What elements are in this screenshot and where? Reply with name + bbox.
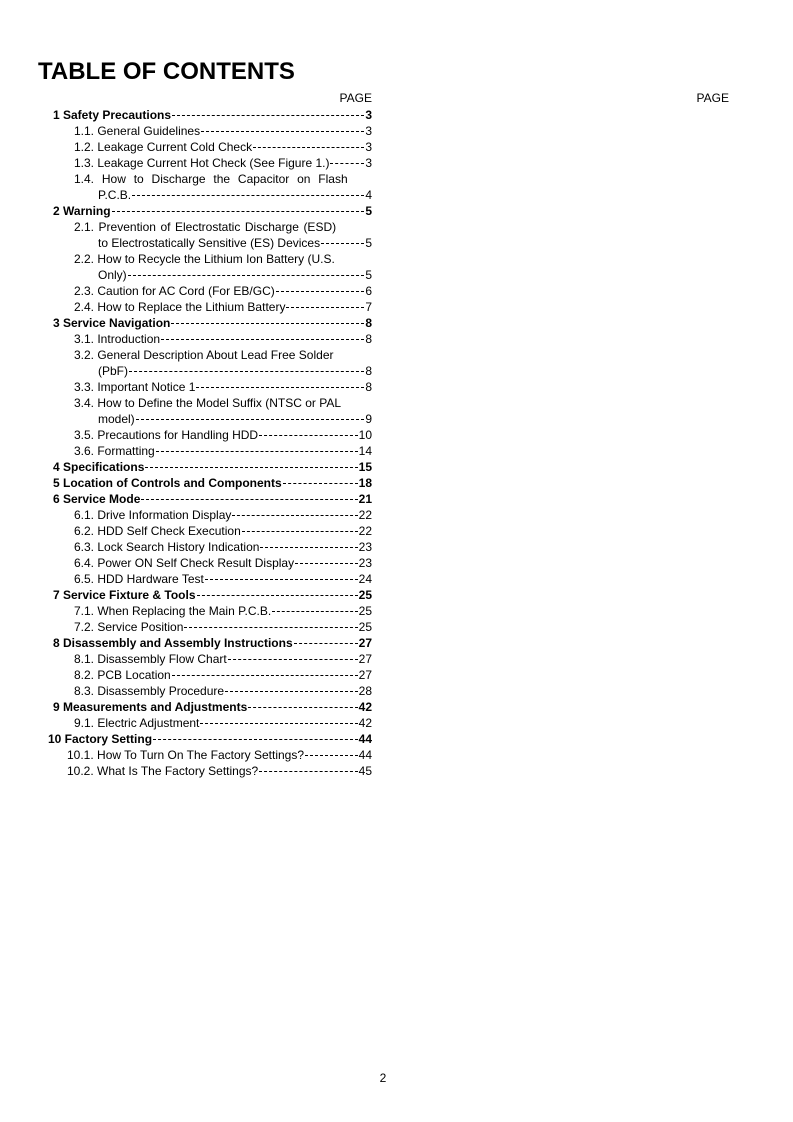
toc-entry-line2[interactable]: to Electrostatically Sensitive (ES) Devices 5 [98,236,372,250]
table-of-contents [40,107,372,779]
toc-entry[interactable]: 7 Service Fixture & Tools 25 [53,588,372,602]
toc-entry[interactable]: 10.2. What Is The Factory Settings? 45 [67,764,372,778]
toc-entry-line1[interactable]: 3.2. General Description About Lead Free Solder [74,348,334,362]
toc-entry[interactable]: 6.5. HDD Hardware Test 24 [74,572,372,586]
toc-entry[interactable]: 3.5. Precautions for Handling HDD 10 [74,428,372,442]
toc-entry[interactable]: 1 Safety Precautions 3 [53,108,372,122]
toc-entry[interactable]: 10 Factory Setting 44 [48,732,372,746]
toc-entry-line1[interactable]: 2.2. How to Recycle the Lithium Ion Battery (U.S. [74,252,335,266]
toc-entry[interactable]: 1.3. Leakage Current Hot Check (See Figure 1.) 3 [74,156,372,170]
toc-entry[interactable]: 7.1. When Replacing the Main P.C.B. 25 [74,604,372,618]
toc-entry-line2[interactable]: Only) 5 [98,268,372,282]
toc-entry[interactable]: 2.3. Caution for AC Cord (For EB/GC) 6 [74,284,372,298]
toc-entry-line1[interactable]: 3.4. How to Define the Model Suffix (NTSC or PAL [74,396,342,410]
toc-entry[interactable]: 8.1. Disassembly Flow Chart 27 [74,652,372,666]
toc-entry[interactable]: 3 Service Navigation 8 [53,316,372,330]
toc-entry[interactable]: 2.4. How to Replace the Lithium Battery 7 [74,300,372,314]
toc-entry[interactable]: 10.1. How To Turn On The Factory Settings? 44 [67,748,372,762]
toc-entry[interactable]: 6.1. Drive Information Display 22 [74,508,372,522]
toc-entry[interactable]: 9.1. Electric Adjustment 42 [74,716,372,730]
toc-entry[interactable]: 8.3. Disassembly Procedure 28 [74,684,372,698]
toc-entry-line1[interactable]: 1.4. How to Discharge the Capacitor on Flash [74,172,348,186]
toc-entry-line1[interactable]: 2.1. Prevention of Electrostatic Discharge (ESD) [74,220,337,234]
toc-entry[interactable]: 5 Location of Controls and Components 18 [53,476,372,490]
toc-entry[interactable]: 3.3. Important Notice 1 8 [74,380,372,394]
toc-entry[interactable]: 6.3. Lock Search History Indication 23 [74,540,372,554]
toc-entry[interactable]: 1.1. General Guidelines 3 [74,124,372,138]
page-number: 2 [379,1071,387,1085]
toc-entry[interactable]: 6.2. HDD Self Check Execution 22 [74,524,372,538]
toc-entry[interactable]: 6 Service Mode 21 [53,492,372,506]
page-title: TABLE OF CONTENTS [38,58,295,85]
toc-entry[interactable]: 3.6. Formatting 14 [74,444,372,458]
toc-entry[interactable]: 8.2. PCB Location 27 [74,668,372,682]
toc-entry[interactable]: 2 Warning 5 [53,204,372,218]
toc-entry-line2[interactable]: P.C.B. 4 [98,188,372,202]
toc-entry[interactable]: 9 Measurements and Adjustments 42 [53,700,372,714]
toc-entry-line2[interactable]: (PbF) 8 [98,364,372,378]
toc-entry[interactable]: 6.4. Power ON Self Check Result Display 23 [74,556,372,570]
toc-entry[interactable]: 1.2. Leakage Current Cold Check 3 [74,140,372,154]
toc-entry-line2[interactable]: model) 9 [98,412,372,426]
toc-entry[interactable]: 3.1. Introduction 8 [74,332,372,346]
toc-entry[interactable]: 4 Specifications 15 [53,460,372,474]
page-column-header-right: PAGE [696,91,729,105]
toc-entry[interactable]: 8 Disassembly and Assembly Instructions 27 [53,636,372,650]
toc-entry[interactable]: 7.2. Service Position 25 [74,620,372,634]
page-column-header-left: PAGE [339,91,372,105]
